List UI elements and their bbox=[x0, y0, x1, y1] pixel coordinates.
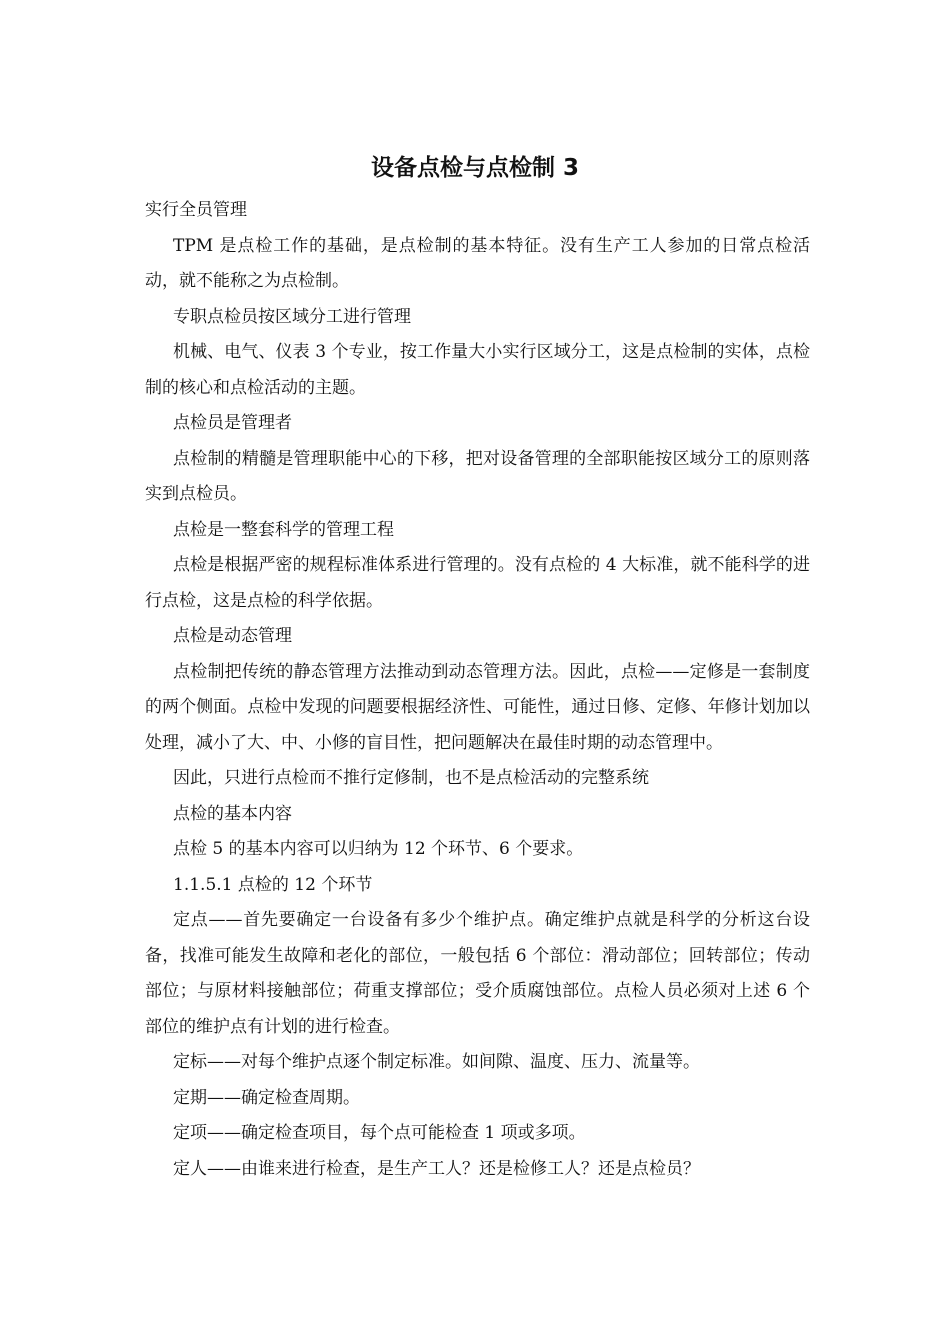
paragraph: 定期——确定检查周期。 bbox=[173, 1087, 360, 1108]
paragraph: 点检制把传统的静态管理方法推动到动态管理方法。因此，点检——定修是一套制度的两个侧面。点检中发现的问题要根据经济性、可能性，通过日修、定修、年修计划加以处理，减小了大、中、小修的盲目性，把问题解决在最佳时期的动态管理中。 bbox=[145, 661, 810, 753]
paragraph: 机械、电气、仪表 3 个专业，按工作量大小实行区域分工，这是点检制的实体，点检制的核心和点检活动的主题。 bbox=[145, 342, 810, 398]
paragraph: 因此，只进行点检而不推行定修制，也不是点检活动的完整系统 bbox=[173, 768, 649, 788]
paragraph: 定点——首先要确定一台设备有多少个维护点。确定维护点就是科学的分析这台设备，找准可能发生故障和老化的部位，一般包括 6 个部位：滑动部位；回转部位；传动部位；与原材料接触部位；荷重支撑部位；受介质腐蚀部位。点检人员必须对上述 6 个部位的维护点有计划的进行检查。 bbox=[145, 910, 810, 1037]
section-heading: 专职点检员按区域分工进行管理 bbox=[173, 306, 411, 327]
paragraph: 实行全员管理 bbox=[145, 200, 247, 220]
paragraph: TPM 是点检工作的基础，是点检制的基本特征。没有生产工人参加的日常点检活动，就不能称之为点检制。 bbox=[145, 235, 810, 291]
section-heading: 点检的基本内容 bbox=[173, 803, 292, 824]
section-heading: 1.1.5.1 点检的 12 个环节 bbox=[173, 874, 373, 895]
section-heading: 点检是一整套科学的管理工程 bbox=[173, 519, 394, 540]
section-heading: 点检是动态管理 bbox=[173, 626, 292, 646]
paragraph: 点检 5 的基本内容可以归纳为 12 个环节、6 个要求。 bbox=[173, 839, 584, 859]
paragraph: 定项——确定检查项目，每个点可能检查 1 项或多项。 bbox=[173, 1123, 586, 1143]
document-title: 设备点检与点检制 3 bbox=[370, 155, 579, 181]
paragraph: 定标——对每个维护点逐个制定标准。如间隙、温度、压力、流量等。 bbox=[173, 1052, 700, 1072]
section-heading: 点检员是管理者 bbox=[173, 413, 292, 433]
document-body bbox=[145, 193, 810, 1187]
paragraph: 点检制的精髓是管理职能中心的下移，把对设备管理的全部职能按区域分工的原则落实到点检员。 bbox=[145, 448, 810, 504]
paragraph: 点检是根据严密的规程标准体系进行管理的。没有点检的 4 大标准，就不能科学的进行点检，这是点检的科学依据。 bbox=[145, 555, 810, 611]
paragraph: 定人——由谁来进行检查，是生产工人？还是检修工人？还是点检员？ bbox=[173, 1158, 700, 1179]
